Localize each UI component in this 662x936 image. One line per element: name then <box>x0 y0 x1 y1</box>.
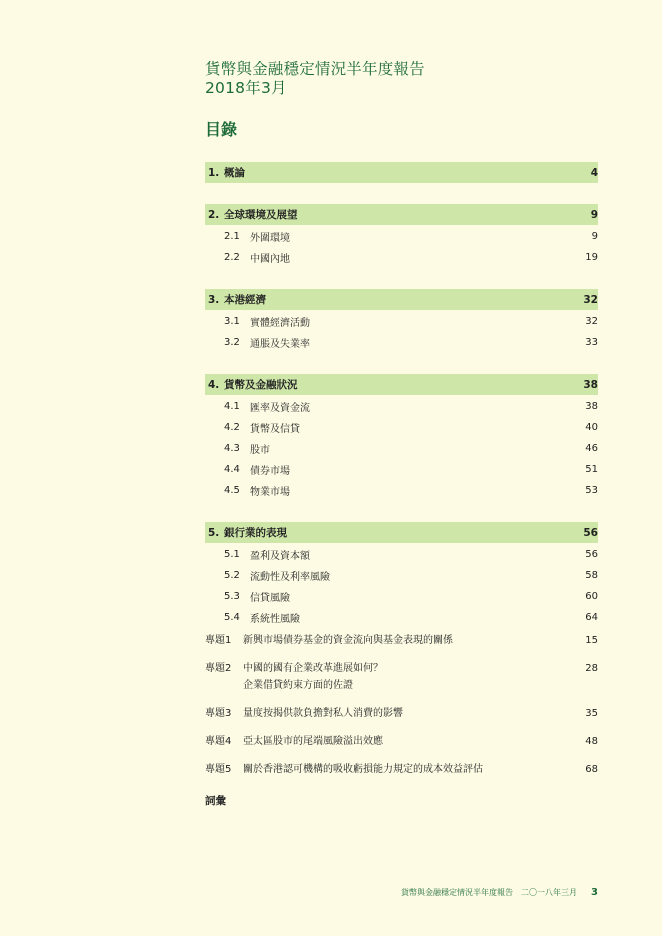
subsection-title: 中國內地 <box>250 254 290 265</box>
footer-page-number: 3 <box>591 887 598 898</box>
subsection-number: 4.4 <box>224 464 240 475</box>
subsection-number: 5.4 <box>224 612 240 623</box>
box-title <box>243 632 553 649</box>
section-page: 38 <box>583 378 598 391</box>
subsection-title: 信貸風險 <box>250 593 290 604</box>
subsection-title: 債券市場 <box>250 466 290 477</box>
toc-box-row[interactable] <box>205 705 598 722</box>
toc-subsection-row[interactable] <box>205 480 598 501</box>
box-page: 68 <box>585 764 598 775</box>
toc-subsection-row[interactable] <box>205 565 598 586</box>
box-title-line: 關於香港認可機構的吸收虧損能力規定的成本效益評估 <box>243 764 483 775</box>
toc-subsection-row[interactable] <box>205 417 598 438</box>
subsection-title: 實體經濟活動 <box>250 318 310 329</box>
box-title <box>243 660 553 694</box>
box-title <box>243 733 553 750</box>
subsection-number: 4.5 <box>224 485 240 496</box>
subsection-page: 19 <box>585 252 598 263</box>
subsection-number: 2.2 <box>224 252 240 263</box>
report-title: 貨幣與金融穩定情況半年度報告 <box>205 60 425 78</box>
section-page: 4 <box>590 166 598 179</box>
box-label: 專題5 <box>205 764 232 775</box>
box-label: 專題3 <box>205 708 232 719</box>
box-label: 專題4 <box>205 736 232 747</box>
box-list <box>205 632 598 789</box>
toc-section <box>205 204 598 268</box>
toc-section-row[interactable] <box>205 374 598 395</box>
box-title-line: 新興市場債券基金的資金流向與基金表現的關係 <box>243 635 453 646</box>
table-of-contents <box>205 162 598 649</box>
toc-section <box>205 522 598 628</box>
subsection-number: 5.2 <box>224 570 240 581</box>
section-title: 本港經濟 <box>224 294 266 306</box>
toc-section <box>205 374 598 501</box>
box-page: 35 <box>585 708 598 719</box>
section-number: 1. <box>208 166 220 179</box>
subsection-title: 流動性及利率風險 <box>250 572 330 583</box>
toc-section-row[interactable] <box>205 162 598 183</box>
box-page: 48 <box>585 736 598 747</box>
box-title-line: 中國的國有企業改革進展如何？ <box>243 663 383 674</box>
report-date: 2018年3月 <box>205 79 287 97</box>
toc-subsection-row[interactable] <box>205 586 598 607</box>
subsection-page: 60 <box>585 591 598 602</box>
toc-heading: 目錄 <box>205 120 238 139</box>
box-page: 15 <box>585 635 598 646</box>
page-footer <box>401 887 598 898</box>
subsection-page: 64 <box>585 612 598 623</box>
toc-subsection-row[interactable] <box>205 544 598 565</box>
subsection-title: 系統性風險 <box>250 614 300 625</box>
subsection-page: 58 <box>585 570 598 581</box>
toc-subsection-row[interactable] <box>205 247 598 268</box>
box-title <box>243 705 553 722</box>
subsection-page: 9 <box>591 231 598 242</box>
toc-subsection-row[interactable] <box>205 226 598 247</box>
subsection-page: 53 <box>585 485 598 496</box>
toc-box-row[interactable] <box>205 632 598 649</box>
section-page: 9 <box>590 208 598 221</box>
toc-box-row[interactable] <box>205 660 598 694</box>
toc-subsection-row[interactable] <box>205 459 598 480</box>
section-number: 4. <box>208 378 220 391</box>
subsection-number: 5.3 <box>224 591 240 602</box>
subsection-number: 4.2 <box>224 422 240 433</box>
footer-text: 貨幣與金融穩定情況半年度報告 二〇一八年三月 <box>401 888 578 897</box>
toc-section-row[interactable] <box>205 289 598 310</box>
section-title: 銀行業的表現 <box>224 527 287 539</box>
subsection-number: 3.2 <box>224 337 240 348</box>
box-label: 專題2 <box>205 663 232 674</box>
subsection-page: 46 <box>585 443 598 454</box>
toc-box-row[interactable] <box>205 761 598 778</box>
subsection-number: 2.1 <box>224 231 240 242</box>
section-title: 貨幣及金融狀況 <box>224 379 298 391</box>
subsection-title: 股市 <box>250 445 270 456</box>
subsection-page: 38 <box>585 401 598 412</box>
subsection-page: 40 <box>585 422 598 433</box>
section-number: 3. <box>208 293 220 306</box>
toc-subsection-row[interactable] <box>205 607 598 628</box>
section-number: 2. <box>208 208 220 221</box>
box-title-line: 量度按揭供款負擔對私人消費的影響 <box>243 708 403 719</box>
subsection-title: 盈利及資本額 <box>250 551 310 562</box>
section-page: 56 <box>583 526 598 539</box>
toc-section-row[interactable] <box>205 522 598 543</box>
toc-subsection-row[interactable] <box>205 396 598 417</box>
toc-section <box>205 289 598 353</box>
toc-subsection-row[interactable] <box>205 311 598 332</box>
subsection-title: 貨幣及信貸 <box>250 424 300 435</box>
toc-section-row[interactable] <box>205 204 598 225</box>
section-number: 5. <box>208 526 220 539</box>
section-page: 32 <box>583 293 598 306</box>
subsection-page: 33 <box>585 337 598 348</box>
subsection-title: 物業市場 <box>250 487 290 498</box>
subsection-number: 4.3 <box>224 443 240 454</box>
toc-subsection-row[interactable] <box>205 438 598 459</box>
toc-box-row[interactable] <box>205 733 598 750</box>
section-title: 概論 <box>224 167 245 179</box>
box-page: 28 <box>585 663 598 674</box>
subsection-title: 外圍環境 <box>250 233 290 244</box>
subsection-title: 通脹及失業率 <box>250 339 310 350</box>
subsection-number: 5.1 <box>224 549 240 560</box>
report-title-block <box>205 60 425 98</box>
subsection-number: 3.1 <box>224 316 240 327</box>
subsection-title: 匯率及資金流 <box>250 403 310 414</box>
glossary-entry[interactable]: 詞彙 <box>205 795 226 807</box>
subsection-page: 56 <box>585 549 598 560</box>
toc-section <box>205 162 598 183</box>
subsection-number: 4.1 <box>224 401 240 412</box>
toc-subsection-row[interactable] <box>205 332 598 353</box>
subsection-page: 32 <box>585 316 598 327</box>
section-title: 全球環境及展望 <box>224 209 298 221</box>
subsection-page: 51 <box>585 464 598 475</box>
box-title-line: 亞太區股市的尾端風險溢出效應 <box>243 736 383 747</box>
box-title-line: 企業借貸約束方面的佐證 <box>243 680 353 691</box>
box-title <box>243 761 553 778</box>
box-label: 專題1 <box>205 635 232 646</box>
